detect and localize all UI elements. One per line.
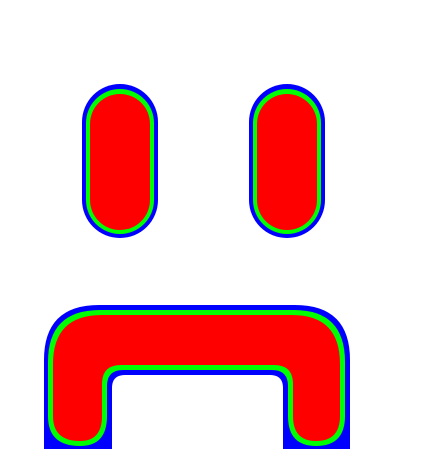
- left-eye-red-fill: [90, 94, 150, 230]
- right-eye: [249, 84, 325, 238]
- left-eye: [82, 84, 158, 238]
- right-eye-red-fill: [257, 94, 317, 230]
